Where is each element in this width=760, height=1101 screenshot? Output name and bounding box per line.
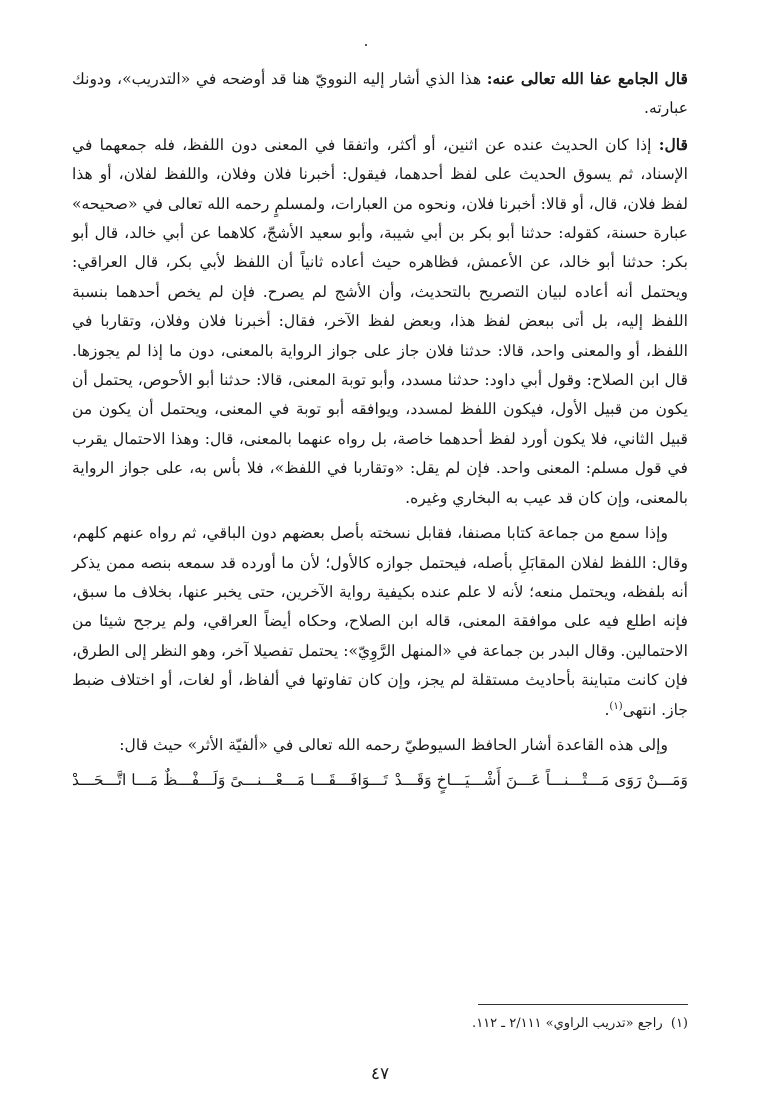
footnote-reference[interactable]: (١) <box>609 700 623 712</box>
footnote-separator <box>478 1004 688 1005</box>
verse-first-hemistich: وَمَـــنْ رَوَى مَـــتْـــنـــاً عَـــنَ أَشْـــيَـــاخٍ وَقَـــدْ <box>394 771 688 790</box>
scan-speck <box>365 44 367 46</box>
paragraph-1 <box>72 64 688 124</box>
verse-second-hemistich: تَـــوَافَـــقَـــا مَـــعْـــنـــىً وَلَـــفْـــظٌ مَـــا اتَّـــحَـــدْ <box>72 771 388 790</box>
paragraph-2-lead: قال: <box>658 134 688 154</box>
footnote <box>72 1014 688 1034</box>
paragraph-2 <box>72 130 688 513</box>
paragraph-4-text: وإلى هذه القاعدة أشار الحافظ السيوطيّ رحمه الله تعالى في «ألفيّة الأثر» حيث قال: <box>119 735 668 754</box>
paragraph-3: وإذا سمع من جماعة كتابا مصنفا، فقابل نسخته بأصل بعضهم دون الباقي، ثم رواه عنهم كلهم، وقال: اللفظ لفلان المقابَلِ بأصله، فيحتمل جوازه كالأول؛ لأن ما أورده قد سمعه بنصه ممن يذكر أنه بلفظه، ويحتمل منعه؛ لأنه لا علم عنده بكيفية رواية الآخرين، حتى يخبر عنها، بخلاف ما سبق، فإنه اطلع فيه على موافقة المعنى، قاله ابن الصلاح، وحكاه أيضاً العراقي، ولم يرجح شيئا من الاحتمالين. وقال البدر بن جماعة في «المنهل الرَّوِيّ»: يحتمل تفصيلا آخر، وهو النظر إلى الطرق، فإن كانت متباينة بأحاديث مستقلة لم يجز، وإن كان تفاوتها في ألفاظ، أو لغات، أو اختلاف ضبط جاز. انتهى$^{(١)}$. <box>72 524 688 719</box>
paragraph-2-text: إذا كان الحديث عنده عن اثنين، أو أكثر، واتفقا في المعنى دون اللفظ، فله جمعهما في الإسناد، ثم يسوق الحديث على لفظ أحدهما، فيقول: أخبرنا فلان وفلان، واللفظ لفلان، أو هذا لفظ فلان، قال، أو قالا: أخبرنا فلان، ونحوه من العبارات، ولمسلمٍ رحمه الله تعالى في «صحيحه» عبارة حسنة، كقوله: حدثنا أبو بكر بن أبي شيبة، وأبو سعيد الأشجّ، كلاهما عن أبي خالد، قال أبو بكر: حدثنا أبو خالد، عن الأعمش، فظاهره حيث أعاده ثانياً أن اللفظ لأبي بكر، قال العراقي: ويحتمل أنه أعاده لبيان التصريح بالتحديث، وأن الأشج لم يصرح. فإن لم يخص أحدهما بنسبة اللفظ إليه، بل أتى ببعض لفظ هذا، وبعض لفظ الآخر، فقال: أخبرنا فلان وفلان، وتقاربا في اللفظ، أو والمعنى واحد، قالا: حدثنا فلان جاز على جواز الرواية بالمعنى، دون ما إذا لم يجوزها. قال ابن الصلاح: وقول أبي داود: حدثنا مسدد، وأبو توبة المعنى، قالا: حدثنا أبو الأحوص، يحتمل أن يكون من قبيل الأول، فيكون اللفظ لمسدد، ويوافقه أبو توبة في المعنى، ويحتمل أن يكون من قبيل الثاني، فلا يكون أورد لفظ أحدهما خاصة، بل رواه عنهما بالمعنى، قال: وهذا الاحتمال يقرب في قول مسلم: المعنى واحد. فإن لم يقل: «وتقاربا في اللفظ»، فلا بأس به، على جواز الرواية بالمعنى، وإن كان قد عيب به البخاري وغيره. <box>72 135 689 507</box>
footnote-number: (١) <box>670 1016 688 1031</box>
page-number: ٤٧ <box>370 1064 390 1084</box>
paragraph-4 <box>72 731 688 760</box>
verse-line <box>72 766 688 795</box>
paragraph-1-lead: قال الجامع عفا الله تعالى عنه: <box>486 69 688 88</box>
paragraph-3-text: وإذا سمع من جماعة كتابا مصنفا، فقابل نسخته بأصل بعضهم دون الباقي، ثم رواه عنهم كلهم، وقال: اللفظ لفلان المقابَلِ بأصله، فيحتمل جوازه كالأول؛ لأن ما أورده قد سمعه بنصه ممن يذكر أنه بلفظه، ويحتمل منعه؛ لأنه لا علم عنده بكيفية رواية الآخرين، حتى يخبر عنها، بخلاف ما سبق، فإنه اطلع فيه على موافقة المعنى، قاله ابن الصلاح، وحكاه أيضاً العراقي، ولم يرجح شيئا من الاحتمالين. وقال البدر بن جماعة في «المنهل الرَّوِيّ»: يحتمل تفصيلا آخر، وهو النظر إلى الطرق، فإن كانت متباينة بأحاديث مستقلة لم يجز، وإن كان تفاوتها في ألفاظ، أو لغات، أو اختلاف ضبط جاز. انتهى <box>72 524 688 719</box>
paragraph-1-text: هذا الذي أشار إليه النوويّ هنا قد أوضحه في «التدريب»، ودونك عبارته. <box>72 70 688 118</box>
footnote-text: راجع «تدريب الراوي» ٢/١١١ ـ ١١٢. <box>472 1016 663 1031</box>
